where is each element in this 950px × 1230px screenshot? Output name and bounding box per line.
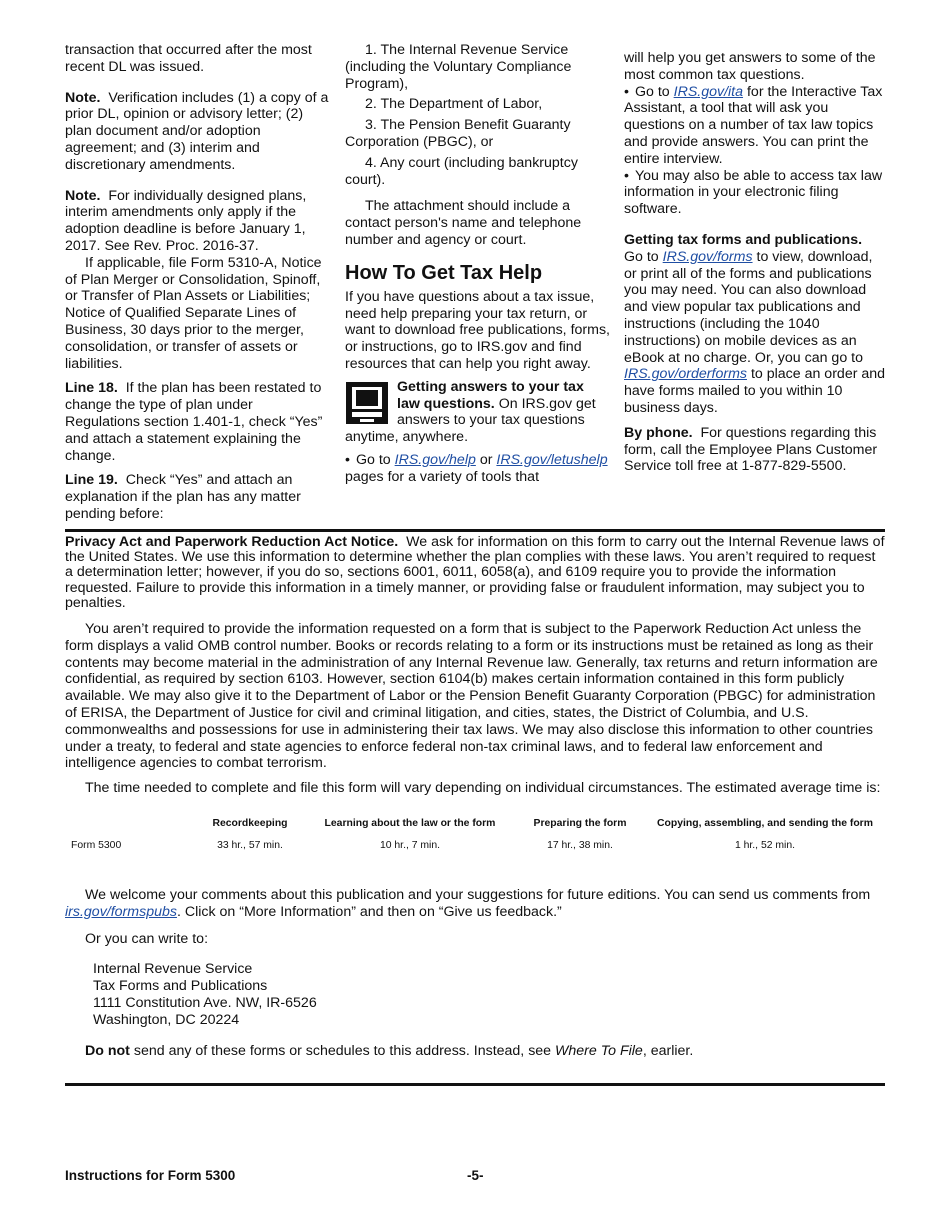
privacy-text: We ask for information on this form to carry out the Internal Revenue laws of the United States. We use this information to determine whether the plan complies with these laws. You aren’t required to request a determination letter; however, if you do so, sections 6001, 6011, 6058(a), and 6109 require you to provide the information requested. Failure to provide this information in a timely manner, or providing false or fraudulent information, may subject you to penalties. bbox=[65, 534, 885, 611]
time-paragraph: The time needed to complete and file this form will vary depending on individual circumstances. The estimated average time is: bbox=[85, 780, 881, 797]
answers-block bbox=[345, 379, 610, 446]
list-item: 2. The Department of Labor, bbox=[365, 96, 543, 113]
table-cell: 17 hr., 38 min. bbox=[547, 839, 613, 851]
text: pages for a variety of tools that bbox=[345, 468, 540, 485]
note-verification bbox=[65, 90, 330, 174]
privacy-title: Privacy Act and Paperwork Reduction Act Notice. bbox=[65, 534, 399, 550]
note-label: Note. bbox=[65, 89, 101, 106]
text: Go to bbox=[355, 451, 391, 468]
address-line: Internal Revenue Service bbox=[93, 961, 253, 978]
list-item bbox=[624, 84, 886, 168]
formspubs-link[interactable]: irs.gov/formspubs bbox=[65, 903, 177, 920]
forms-heading: Getting tax forms and publications. bbox=[624, 231, 863, 248]
line-18-label: Line 18. bbox=[65, 380, 118, 397]
table-cell: 1 hr., 52 min. bbox=[734, 839, 796, 851]
text: to place an order and have forms mailed to you within 10 business days. bbox=[624, 366, 886, 416]
pending-list bbox=[345, 42, 610, 188]
phone-label: By phone. bbox=[624, 424, 693, 441]
paragraph-form-5310a: If applicable, file Form 5310-A, Notice of Plan Merger or Consolidation, Spinoff, or Transfer of Plan Assets or Liabilities; Notice of Qualified Separate Lines of Business, 30 days prior to the merger, consolidation, or transfer of assets or liabilities. bbox=[65, 254, 322, 372]
column-3 bbox=[624, 50, 886, 475]
do-not-label: Do not bbox=[85, 1042, 130, 1059]
note-text: Verification includes (1) a copy of a prior DL, opinion or advisory letter; (2) plan document and/or adoption agreement; and (3) interim and discretionary amendments. bbox=[65, 89, 329, 173]
address-line: Tax Forms and Publications bbox=[93, 978, 268, 995]
line-19 bbox=[65, 472, 330, 522]
note-label: Note. bbox=[65, 187, 101, 204]
address-line: 1111 Constitution Ave. NW, IR-6526 bbox=[93, 994, 317, 1011]
table-header: Learning about the law or the form bbox=[324, 817, 496, 829]
table-cell: Form 5300 bbox=[71, 839, 122, 851]
tax-help-intro: If you have questions about a tax issue, need help preparing your tax return, or want to download free publications, forms, or instructions, go to IRS.gov and find resources that can help you right away. bbox=[345, 288, 610, 372]
page-footer bbox=[65, 1168, 885, 1185]
time-estimate-table bbox=[65, 813, 885, 857]
column-1 bbox=[65, 42, 330, 523]
table-row bbox=[65, 835, 885, 857]
page-number: -5- bbox=[467, 1168, 484, 1183]
column-2 bbox=[345, 42, 610, 486]
address-line: Washington, DC 20224 bbox=[93, 1011, 240, 1028]
divider bbox=[65, 529, 885, 532]
table-header: Preparing the form bbox=[533, 817, 627, 829]
table-header: Recordkeeping bbox=[212, 817, 288, 829]
mailing-address bbox=[93, 961, 885, 1028]
text: We welcome your comments about this publication and your suggestions for future editions. You can send us comments from bbox=[85, 886, 871, 903]
where-to-file-ref: Where To File bbox=[555, 1042, 643, 1059]
irs-orderforms-link[interactable]: IRS.gov/orderforms bbox=[624, 366, 747, 383]
comments-paragraph bbox=[65, 887, 885, 921]
paperwork-paragraph: You aren’t required to provide the information requested on a form that is subject to the Paperwork Reduction Act unless the form displays a valid OMB control number. Books or records relating to a form or its instructions must be retained as long as their contents may become material in the administration of any Internal Revenue law. Generally, tax returns and return information are confidential, as required by section 6103. However, section 6104(b) makes certain information contained in this form publicly available. We may also give it to the Department of Labor or the Pension Benefit Guaranty Corporation (PBGC) for administration of ERISA, the Department of Justice for civil and criminal litigation, and cities, states, the District of Columbia, and U.S. commonwealths and possessions for use in administering their tax laws. We may also disclose this information to other countries under a treaty, to federal and state agencies to enforce federal non-tax criminal laws, and to federal law enforcement and intelligence agencies to combat terrorism. bbox=[65, 621, 878, 772]
text: or bbox=[479, 451, 493, 468]
phone-text: For questions regarding this form, call the Employee Plans Customer Service toll free at 1-877-829-5500. bbox=[624, 424, 878, 475]
list-item: 3. The Pension Benefit Guaranty Corporation (PBGC), or bbox=[345, 117, 571, 150]
irs-help-link[interactable]: IRS.gov/help bbox=[394, 451, 476, 468]
table-header bbox=[65, 813, 195, 835]
do-not-send-paragraph bbox=[65, 1043, 885, 1060]
line-18-text: If the plan has been restated to change the type of plan under Regulations section 1.401-1, check “Yes” and attach a statement explaining the change. bbox=[65, 380, 323, 464]
text: Go to bbox=[634, 83, 670, 100]
line-19-text: Check “Yes” and attach an explanation if the plan has any matter pending before: bbox=[65, 472, 301, 522]
irs-forms-link[interactable]: IRS.gov/forms bbox=[662, 248, 753, 265]
table-cell: 10 hr., 7 min. bbox=[379, 839, 441, 851]
text: , earlier. bbox=[642, 1042, 694, 1059]
table-header: Copying, assembling, and sending the form bbox=[657, 817, 873, 829]
section-heading: How To Get Tax Help bbox=[345, 261, 543, 284]
text: to view, download, or print all of the forms and publications you may need. You can also download and view popular tax publications and instructions (including the 1040 instructions) on mobile devices as an eBook at no charge. Or, you can go to bbox=[624, 248, 873, 366]
privacy-act-section bbox=[65, 535, 885, 1067]
footer-title: Instructions for Form 5300 bbox=[65, 1168, 236, 1183]
text: . Click on “More Information” and then on “Give us feedback.” bbox=[176, 903, 562, 920]
table-header-row bbox=[65, 813, 885, 835]
text: send any of these forms or schedules to this address. Instead, see bbox=[133, 1042, 552, 1059]
paragraph: will help you get answers to some of the most common tax questions. bbox=[624, 50, 876, 83]
forms-paragraph bbox=[624, 232, 886, 417]
line-18 bbox=[65, 380, 330, 464]
write-to-paragraph: Or you can write to: bbox=[85, 930, 209, 947]
answers-label: Getting answers to your tax law questions. bbox=[397, 378, 584, 412]
paragraph: transaction that occurred after the most recent DL was issued. bbox=[65, 42, 312, 75]
list-item: 4. Any court (including bankruptcy court). bbox=[345, 154, 578, 188]
list-item: 1. The Internal Revenue Service (including the Voluntary Compliance Program), bbox=[345, 42, 572, 92]
divider bbox=[65, 1083, 885, 1086]
answers-text: On IRS.gov get answers to your tax questions anytime, anywhere. bbox=[345, 395, 596, 446]
irs-ita-link[interactable]: IRS.gov/ita bbox=[673, 83, 744, 100]
list-item: • You may also be able to access tax law information in your electronic filing software. bbox=[624, 168, 886, 218]
irs-letushelp-link[interactable]: IRS.gov/letushelp bbox=[496, 451, 608, 468]
computer-icon bbox=[345, 381, 389, 425]
list-item bbox=[345, 446, 610, 486]
privacy-paragraph bbox=[65, 535, 885, 611]
note-text: For individually designed plans, interim amendments only apply if the adoption deadline is before January 1, 2017. See Rev. Proc. 2016-37. bbox=[65, 187, 307, 254]
line-19-label: Line 19. bbox=[65, 472, 118, 489]
note-interim bbox=[65, 188, 330, 255]
table-cell: 33 hr., 57 min. bbox=[217, 839, 283, 851]
attachment-paragraph: The attachment should include a contact person's name and telephone number and agency or court. bbox=[345, 198, 582, 248]
text: Go to bbox=[624, 248, 659, 265]
phone-paragraph bbox=[624, 425, 886, 475]
text: for the Interactive Tax Assistant, a tool that will ask you questions on a number of tax law topics and provide answers. You can print the entire interview. bbox=[624, 83, 883, 167]
